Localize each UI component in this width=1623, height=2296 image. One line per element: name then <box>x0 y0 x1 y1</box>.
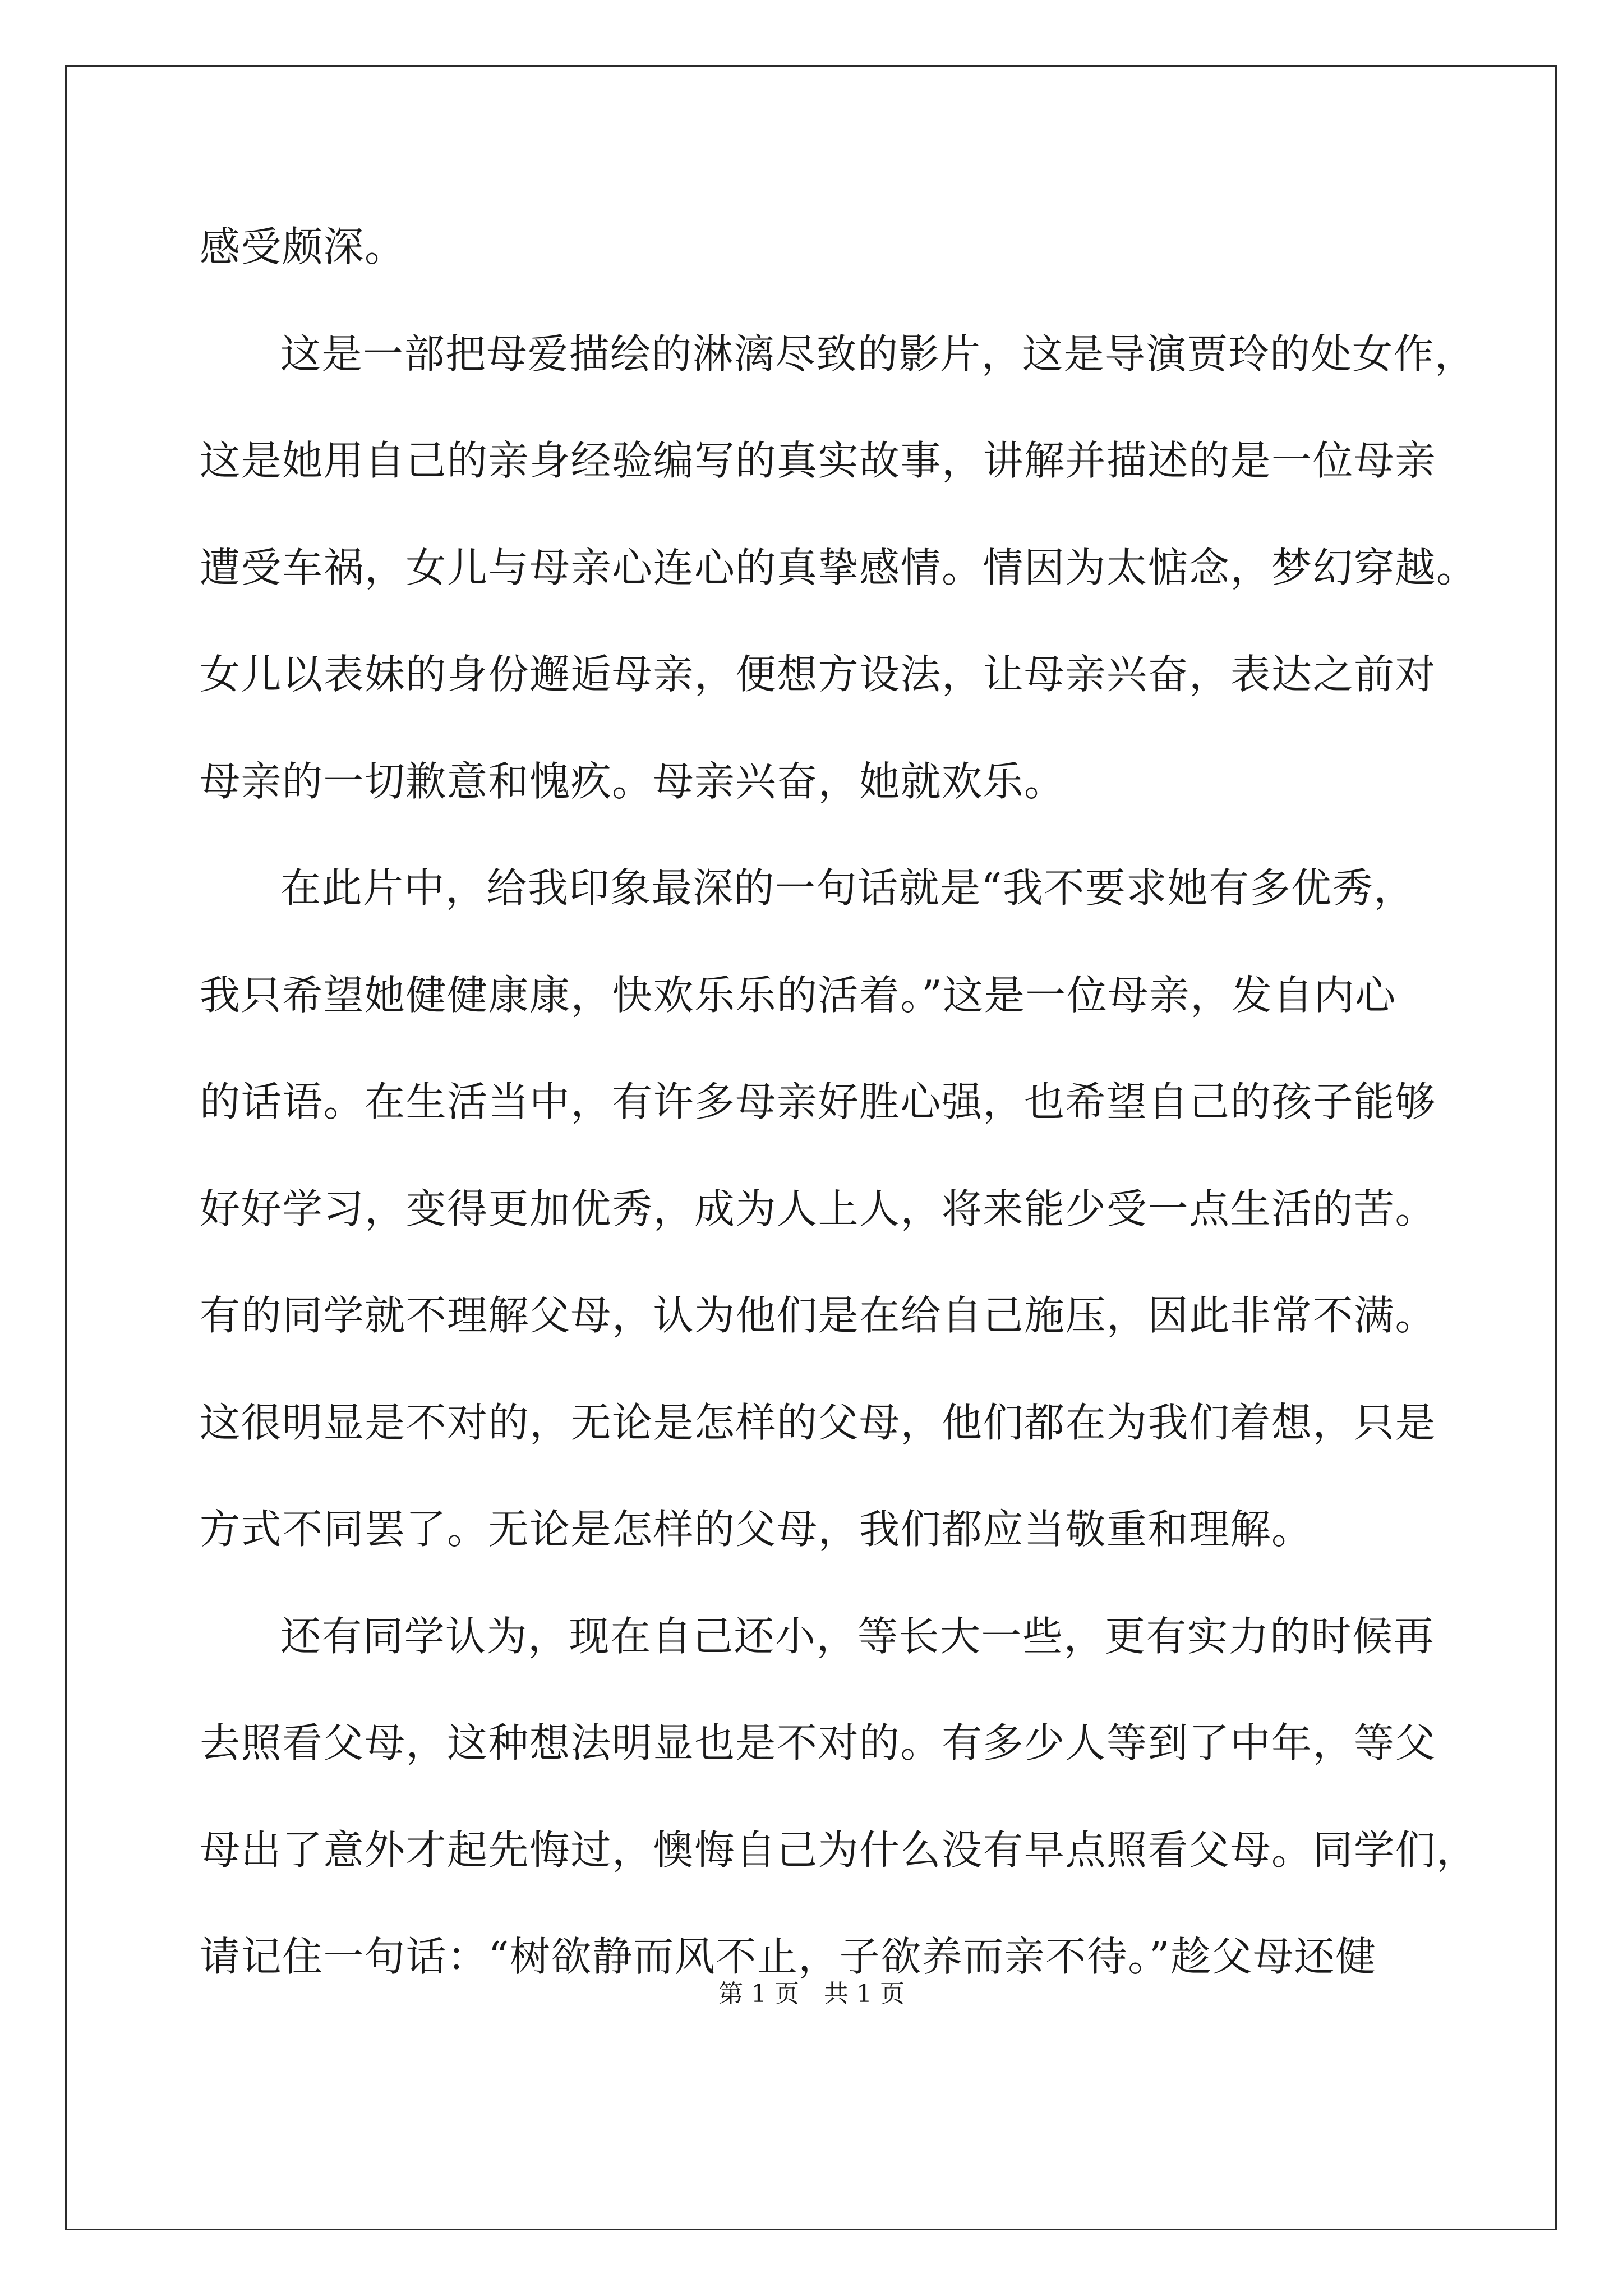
paragraph-start-line: 这是一部把母爱描绘的淋漓尽致的影片，这是导演贾玲的处女作， <box>280 330 1476 378</box>
paragraph-start-line: 在此片中，给我印象最深的一句话就是“我不要求她有多优秀， <box>280 864 1415 912</box>
text-line: 母出了意外才起先悔过，懊悔自己为什么没有早点照看父母。同学们， <box>200 1826 1478 1874</box>
text-line: 我只希望她健健康康，快欢乐乐的活着。”这是一位母亲，发自内心 <box>200 972 1396 1019</box>
text-line: 方式不同罢了。无论是怎样的父母，我们都应当敬重和理解。 <box>200 1506 1313 1553</box>
text-line: 的话语。在生活当中，有许多母亲好胜心强，也希望自己的孩子能够 <box>200 1078 1437 1125</box>
text-line: 这是她用自己的亲身经验编写的真实故事，讲解并描述的是一位母亲 <box>200 437 1437 484</box>
text-line: 母亲的一切歉意和愧疚。母亲兴奋，她就欢乐。 <box>200 758 1066 805</box>
text-line: 请记住一句话：“树欲静而风不止，子欲养而亲不待。”趁父母还健 <box>200 1933 1377 1980</box>
text-line: 去照看父母，这种想法明显也是不对的。有多少人等到了中年，等父 <box>200 1719 1437 1766</box>
text-line: 女儿以表妹的身份邂逅母亲，便想方设法，让母亲兴奋，表达之前对 <box>200 651 1437 698</box>
page-number-footer: 第 1 页 共 1 页 <box>718 1980 905 2008</box>
text-line: 遭受车祸，女儿与母亲心连心的真挚感情。情因为太惦念，梦幻穿越。 <box>200 544 1478 591</box>
text-line: 这很明显是不对的，无论是怎样的父母，他们都在为我们着想，只是 <box>200 1399 1437 1446</box>
text-line: 好好学习，变得更加优秀，成为人上人，将来能少受一点生活的苦。 <box>200 1185 1437 1232</box>
text-line: 有的同学就不理解父母，认为他们是在给自己施压，因此非常不满。 <box>200 1292 1437 1339</box>
paragraph-start-line: 还有同学认为，现在自己还小，等长大一些，更有实力的时候再 <box>280 1613 1435 1660</box>
text-line: 感受颇深。 <box>200 223 406 270</box>
